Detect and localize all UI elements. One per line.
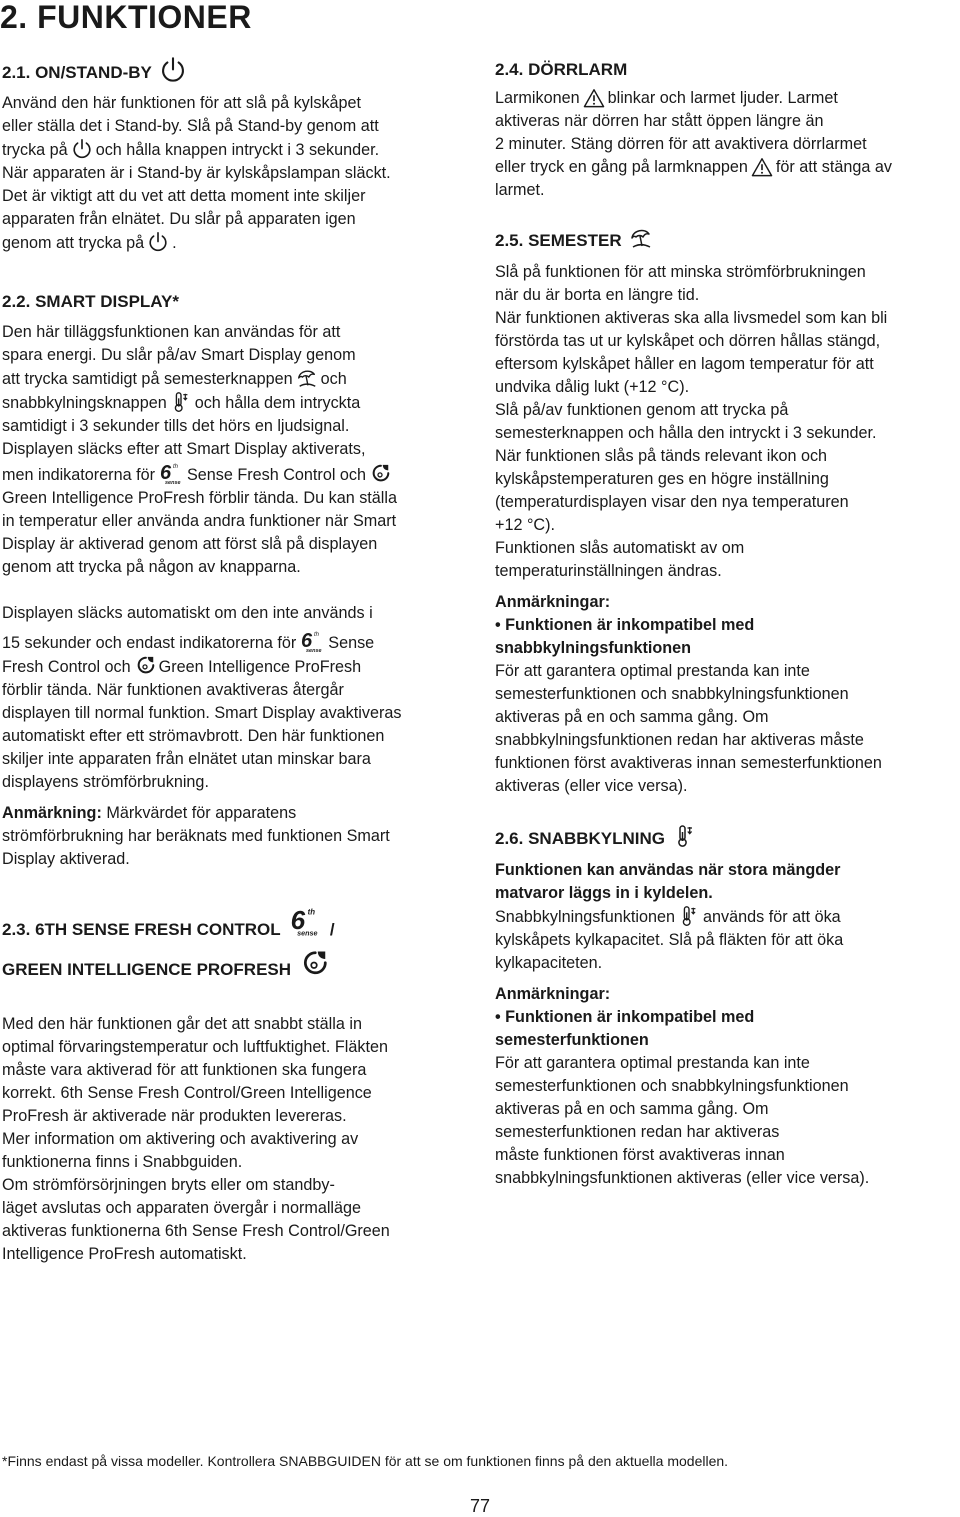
paragraph-line: Det är viktigt att du vet att detta moment inte skiljer [2, 187, 366, 205]
paragraph-line: optimal förvaringstemperatur och luftfuktighet. Fläkten [2, 1038, 388, 1056]
paragraph-line: läget avslutas och apparaten övergår i normalläge [2, 1199, 362, 1217]
paragraph-line: displayen till normal funktion. Smart Display avaktiveras [2, 704, 402, 722]
paragraph-line: semesterfunktionen och snabbkylningsfunktionen [495, 685, 849, 703]
paragraph-line: Green Intelligence ProFresh förblir tända. Du kan ställa [2, 489, 397, 507]
warning-icon [583, 88, 605, 108]
paragraph-line: in temperatur eller använda andra funktioner när Smart [2, 512, 397, 530]
text-span: 15 sekunder och endast indikatorerna för [2, 634, 297, 652]
notes-label: Anmärkningar: [495, 593, 611, 611]
paragraph-line: kylskåpstemperaturen ges en högre inställning [495, 470, 829, 488]
paragraph-line: måste funktionen först avaktiveras innan [495, 1146, 785, 1164]
paragraph-line: +12 °C). [495, 516, 556, 534]
paragraph-line: förblir tända. När funktionen avaktiveras återgår [2, 681, 344, 699]
paragraph-line: 2 minuter. Stäng dörren för att avaktivera dörrlarmet [495, 135, 867, 153]
paragraph-line: Mer information om aktivering och avaktivering av [2, 1130, 359, 1148]
paragraph-line: aktiveras när dörren har stått öppen längre än [495, 112, 824, 130]
intro-bold-line: Funktionen kan användas när stora mängder [495, 861, 841, 879]
heading-text: 2.5. SEMESTER [495, 231, 622, 250]
paragraph-line: apparaten från elnätet. Du slår på apparaten igen [2, 210, 356, 228]
paragraph-line [2, 138, 472, 162]
section-heading: 2.4. DÖRRLARM [495, 60, 628, 79]
paragraph-line: korrekt. 6th Sense Fresh Control/Green Intelligence [2, 1084, 372, 1102]
warning-icon [751, 157, 773, 177]
paragraph-line: temperaturinställningen ändras. [495, 562, 722, 580]
section-fast-cool [495, 824, 960, 1190]
thermometer-icon [678, 905, 700, 927]
section-6th-sense [2, 904, 472, 1266]
paragraph-line: Funktionen slås automatiskt av om [495, 539, 745, 557]
section-heading: 2.2. SMART DISPLAY* [2, 292, 179, 311]
text-span: Sense [328, 634, 375, 652]
paragraph-line: funktionerna finns i Snabbguiden. [2, 1153, 243, 1171]
sixth-sense-word: sense [164, 480, 181, 485]
paragraph-line: förstörda tas ut ur kylskåpet och dörren hållas stängd, [495, 332, 881, 350]
paragraph-line [495, 156, 960, 179]
paragraph-line: Den här tilläggsfunktionen kan användas för att [2, 323, 341, 341]
thermometer-icon [170, 391, 192, 413]
text-span: för att stänga av [775, 158, 892, 176]
green-intelligence-icon [369, 463, 391, 485]
heading-text: 2.1. ON/STAND-BY [2, 63, 152, 82]
bullet-line: snabbkylningsfunktionen [495, 639, 692, 657]
paragraph-line: skiljer inte apparaten från elnätet utan minskar bara [2, 750, 371, 768]
text-span: Larmikonen [495, 89, 580, 107]
paragraph-line: snabbkylningsfunktionen aktiveras (eller vice versa). [495, 1169, 870, 1187]
paragraph-line: genom att trycka på någon av knapparna. [2, 558, 301, 576]
section-door-alarm [495, 59, 960, 202]
paragraph-line: eller ställa det i Stand-by. Slå på Stand-by genom att [2, 117, 379, 135]
section-vacation [495, 226, 960, 798]
power-icon [159, 56, 187, 84]
paragraph-line: när du är borta en längre tid. [495, 286, 700, 304]
page-number: 77 [469, 1496, 491, 1516]
sixth-sense-sup: th [307, 907, 316, 917]
sixth-sense-icon [288, 904, 322, 938]
paragraph-line [2, 231, 472, 255]
notes-label: Anmärkningar: [495, 985, 611, 1003]
paragraph-line: funktionen först avaktiveras innan semesterfunktionen [495, 754, 882, 772]
power-icon [71, 138, 93, 160]
bullet-line: semesterfunktionen [495, 1031, 649, 1049]
footnote: *Finns endast på vissa modeller. Kontrollera SNABBGUIDEN för att se om funktionen finns på den aktuella modellen. [2, 1453, 729, 1469]
paragraph-line: samtidigt i 3 sekunder tills det hörs en ljudsignal. [2, 417, 350, 435]
paragraph-line: kylskåpets kylkapacitet. Slå på fläkten för att öka [495, 931, 844, 949]
paragraph-line: När apparaten är i Stand-by är kylskåpslampan släckt. [2, 164, 391, 182]
paragraph-line: kylkapaciteten. [495, 954, 603, 972]
paragraph-line: larmet. [495, 181, 545, 199]
text-span: trycka på [2, 141, 68, 159]
paragraph-line: Om strömförsörjningen bryts eller om standby- [2, 1176, 335, 1194]
paragraph-line: Intelligence ProFresh automatiskt. [2, 1245, 247, 1263]
green-intelligence-icon [134, 655, 156, 677]
text-span: att trycka samtidigt på semesterknappen [2, 370, 293, 388]
text-span: och hålla knappen intryckt i 3 sekunder. [95, 141, 380, 159]
section-on-standby [2, 56, 472, 255]
paragraph-line [2, 655, 472, 679]
umbrella-icon [296, 367, 318, 389]
intro-bold-line: matvaror läggs in i kyldelen. [495, 884, 713, 902]
text-span: men indikatorerna för [2, 466, 155, 484]
paragraph-line: automatiskt efter ett strömavbrott. Den här funktionen [2, 727, 385, 745]
paragraph-line: Använd den här funktionen för att slå på kylskåpet [2, 94, 362, 112]
green-intelligence-icon [299, 949, 329, 979]
text-span: eller tryck en gång på larmknappen [495, 158, 748, 176]
paragraph-line: semesterfunktionen redan har aktiveras [495, 1123, 780, 1141]
sixth-sense-number: 6 [290, 904, 306, 935]
paragraph-line [2, 629, 472, 655]
bullet-line: • Funktionen är inkompatibel med [495, 1008, 755, 1026]
section-heading [495, 226, 960, 255]
paragraph-line [495, 87, 960, 110]
paragraph-line: ProFresh är aktiverade när produkten levereras. [2, 1107, 347, 1125]
paragraph-line: aktiveras funktionerna 6th Sense Fresh Control/Green [2, 1222, 390, 1240]
page-title: 2. FUNKTIONER [0, 0, 252, 35]
heading-text: 2.6. SNABBKYLNING [495, 829, 666, 848]
section-heading [2, 904, 472, 947]
paragraph-line: semesterknappen och hålla den intryckt i 3 sekunder. [495, 424, 877, 442]
paragraph-line: aktiveras på en och samma gång. Om [495, 708, 769, 726]
paragraph-line: När funktionen slås på tänds relevant ikon och [495, 447, 828, 465]
paragraph-line: Display är aktiverad genom att först slå på displayen [2, 535, 378, 553]
heading-text: GREEN INTELLIGENCE PROFRESH [2, 960, 292, 979]
paragraph-line: undvika dålig lukt (+12 °C). [495, 378, 690, 396]
section-heading [2, 56, 472, 88]
sixth-sense-word: sense [306, 648, 322, 653]
sixth-sense-word: sense [297, 928, 318, 938]
section-smart-display [2, 291, 472, 871]
text-span: genom att trycka på [2, 234, 145, 252]
paragraph-line [2, 367, 472, 391]
text-span: snabbkylningsknappen [2, 394, 167, 412]
text-span: Green Intelligence ProFresh [158, 658, 362, 676]
sixth-sense-number: 6 [301, 630, 313, 652]
bullet-line: • Funktionen är inkompatibel med [495, 616, 755, 634]
paragraph-line: måste vara aktiverad för att funktionen ska fungera [2, 1061, 367, 1079]
text-span: Fresh Control och [2, 658, 131, 676]
paragraph-line: (temperaturdisplayen visar den nya temperaturen [495, 493, 849, 511]
paragraph-line [2, 461, 472, 487]
paragraph-line: aktiveras på en och samma gång. Om [495, 1100, 769, 1118]
text-span: Märkvärdet för apparatens [106, 804, 297, 822]
text-span: blinkar och larmet ljuder. Larmet [607, 89, 838, 107]
paragraph-line: Displayen släcks automatiskt om den inte används i [2, 604, 373, 622]
paragraph-line: strömförbrukning har beräknats med funktionen Smart [2, 827, 390, 845]
text-span: Sense Fresh Control och [186, 466, 367, 484]
sixth-sense-sup: th [172, 464, 178, 470]
umbrella-icon [629, 226, 653, 250]
paragraph-line: Slå på funktionen för att minska strömförbrukningen [495, 263, 866, 281]
paragraph-line [2, 802, 472, 825]
paragraph-line: semesterfunktionen och snabbkylningsfunktionen [495, 1077, 849, 1095]
text-span: och hålla dem intryckta [194, 394, 361, 412]
paragraph-line: snabbkylningsfunktionen redan har aktiveras måste [495, 731, 864, 749]
text-span: . [172, 234, 177, 252]
sixth-sense-number: 6 [159, 462, 172, 484]
text-span: och [320, 370, 347, 388]
paragraph-line: Slå på/av funktionen genom att trycka på [495, 401, 789, 419]
text-span: används för att öka [703, 908, 841, 926]
paragraph-line: För att garantera optimal prestanda kan inte [495, 662, 810, 680]
paragraph-line: eftersom kylskåpet håller en lagom temperatur för att [495, 355, 874, 373]
text-span: Snabbkylningsfunktionen [495, 908, 675, 926]
paragraph-line: spara energi. Du slår på/av Smart Display genom [2, 346, 356, 364]
paragraph-line [2, 391, 472, 415]
note-label: Anmärkning: [2, 804, 102, 822]
paragraph-line: aktiveras (eller vice versa). [495, 777, 688, 795]
section-heading-2 [2, 949, 472, 988]
paragraph-line: När funktionen aktiveras ska alla livsmedel som kan bli [495, 309, 888, 327]
paragraph-line: Display aktiverad. [2, 850, 130, 868]
paragraph-line: Med den här funktionen går det att snabbt ställa in [2, 1015, 362, 1033]
thermometer-icon [673, 824, 697, 848]
paragraph-line: För att garantera optimal prestanda kan inte [495, 1054, 810, 1072]
sixth-sense-icon [158, 461, 184, 485]
heading-text: 2.3. 6TH SENSE FRESH CONTROL [2, 920, 281, 939]
power-icon [147, 231, 169, 253]
paragraph-line: displayens strömförbrukning. [2, 773, 209, 791]
paragraph-line [495, 905, 960, 929]
sixth-sense-sup: th [314, 632, 320, 638]
paragraph-line: Displayen släcks efter att Smart Display aktiverats, [2, 440, 366, 458]
heading-slash: / [329, 920, 335, 939]
sixth-sense-icon [299, 629, 325, 653]
section-heading [495, 824, 960, 853]
